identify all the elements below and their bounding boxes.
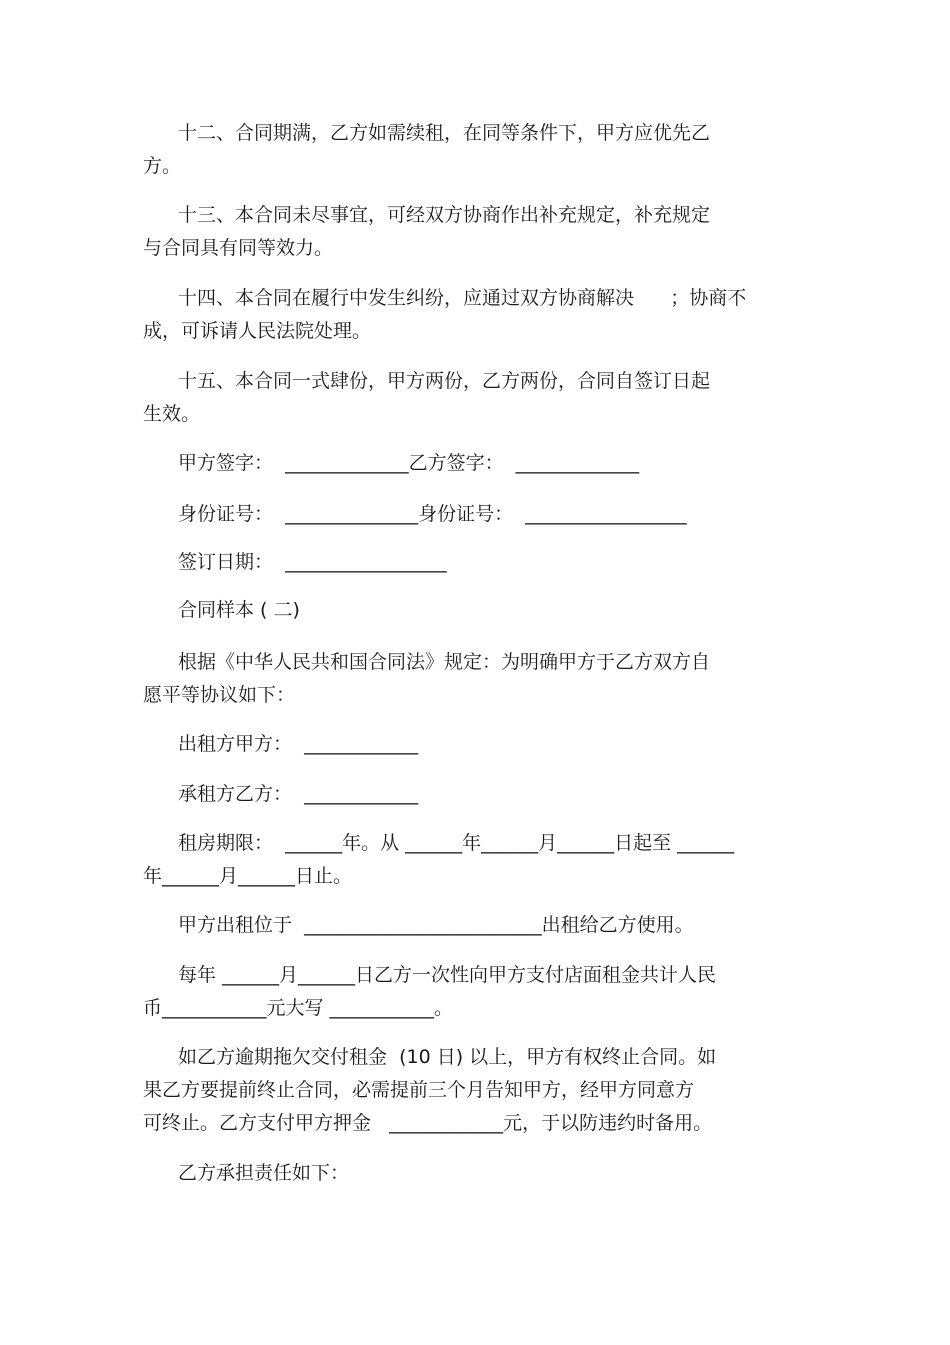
clause-14-line-2: 成，可诉请人民法院处理。 — [143, 320, 372, 342]
clause-13-line-2: 与合同具有同等效力。 — [143, 237, 334, 259]
lease-term-line-1: 租房期限： ______年。从 ______年______月______日起至 ______ — [178, 832, 735, 854]
intro-line-2: 愿平等协议如下： — [143, 684, 296, 706]
lessor-line: 出租方甲方： ____________ — [178, 733, 419, 755]
clause-12-line-1: 十二、合同期满，乙方如需续租，在同等条件下，甲方应优先乙 — [178, 122, 711, 144]
overdue-line-3: 可终止。乙方支付甲方押金 ____________元，于以防违约时备用。 — [143, 1112, 713, 1134]
overdue-line-1: 如乙方逾期拖欠交付租金 (10 日) 以上，甲方有权终止合同。如 — [178, 1046, 717, 1068]
clause-15-line-1: 十五、本合同一式肆份，甲方两份，乙方两份，合同自签订日起 — [178, 370, 711, 392]
lessee-line: 承租方乙方： ____________ — [178, 783, 419, 805]
signature-line-date: 签订日期： _________________ — [178, 551, 447, 573]
rent-line-1: 每年 ______月______日乙方一次性向甲方支付店面租金共计人民 — [178, 964, 717, 986]
clause-12-line-2: 方。 — [143, 155, 182, 177]
overdue-line-2: 果乙方要提前终止合同，必需提前三个月告知甲方，经甲方同意方 — [143, 1079, 695, 1101]
clause-14-line-1: 十四、本合同在履行中发生纠纷，应通过双方协商解决 ；协商不 — [178, 287, 747, 309]
clause-13-line-1: 十三、本合同未尽事宜，可经双方协商作出补充规定，补充规定 — [178, 204, 711, 226]
premises-line: 甲方出租位于 _________________________出租给乙方使用。 — [178, 914, 694, 936]
sample-title: 合同样本 ( 二) — [178, 599, 300, 621]
clause-15-line-2: 生效。 — [143, 403, 201, 425]
signature-line-party-a: 甲方签字： _____________乙方签字： _____________ — [178, 452, 640, 474]
signature-line-id-number: 身份证号： ______________身份证号： _________________ — [178, 503, 687, 525]
lease-term-line-2: 年______月______日止。 — [143, 865, 353, 887]
responsibilities-heading: 乙方承担责任如下： — [178, 1162, 350, 1184]
intro-line-1: 根据《中华人民共和国合同法》规定：为明确甲方于乙方双方自 — [178, 651, 711, 673]
rent-line-2: 币___________元大写 ___________。 — [143, 997, 454, 1019]
